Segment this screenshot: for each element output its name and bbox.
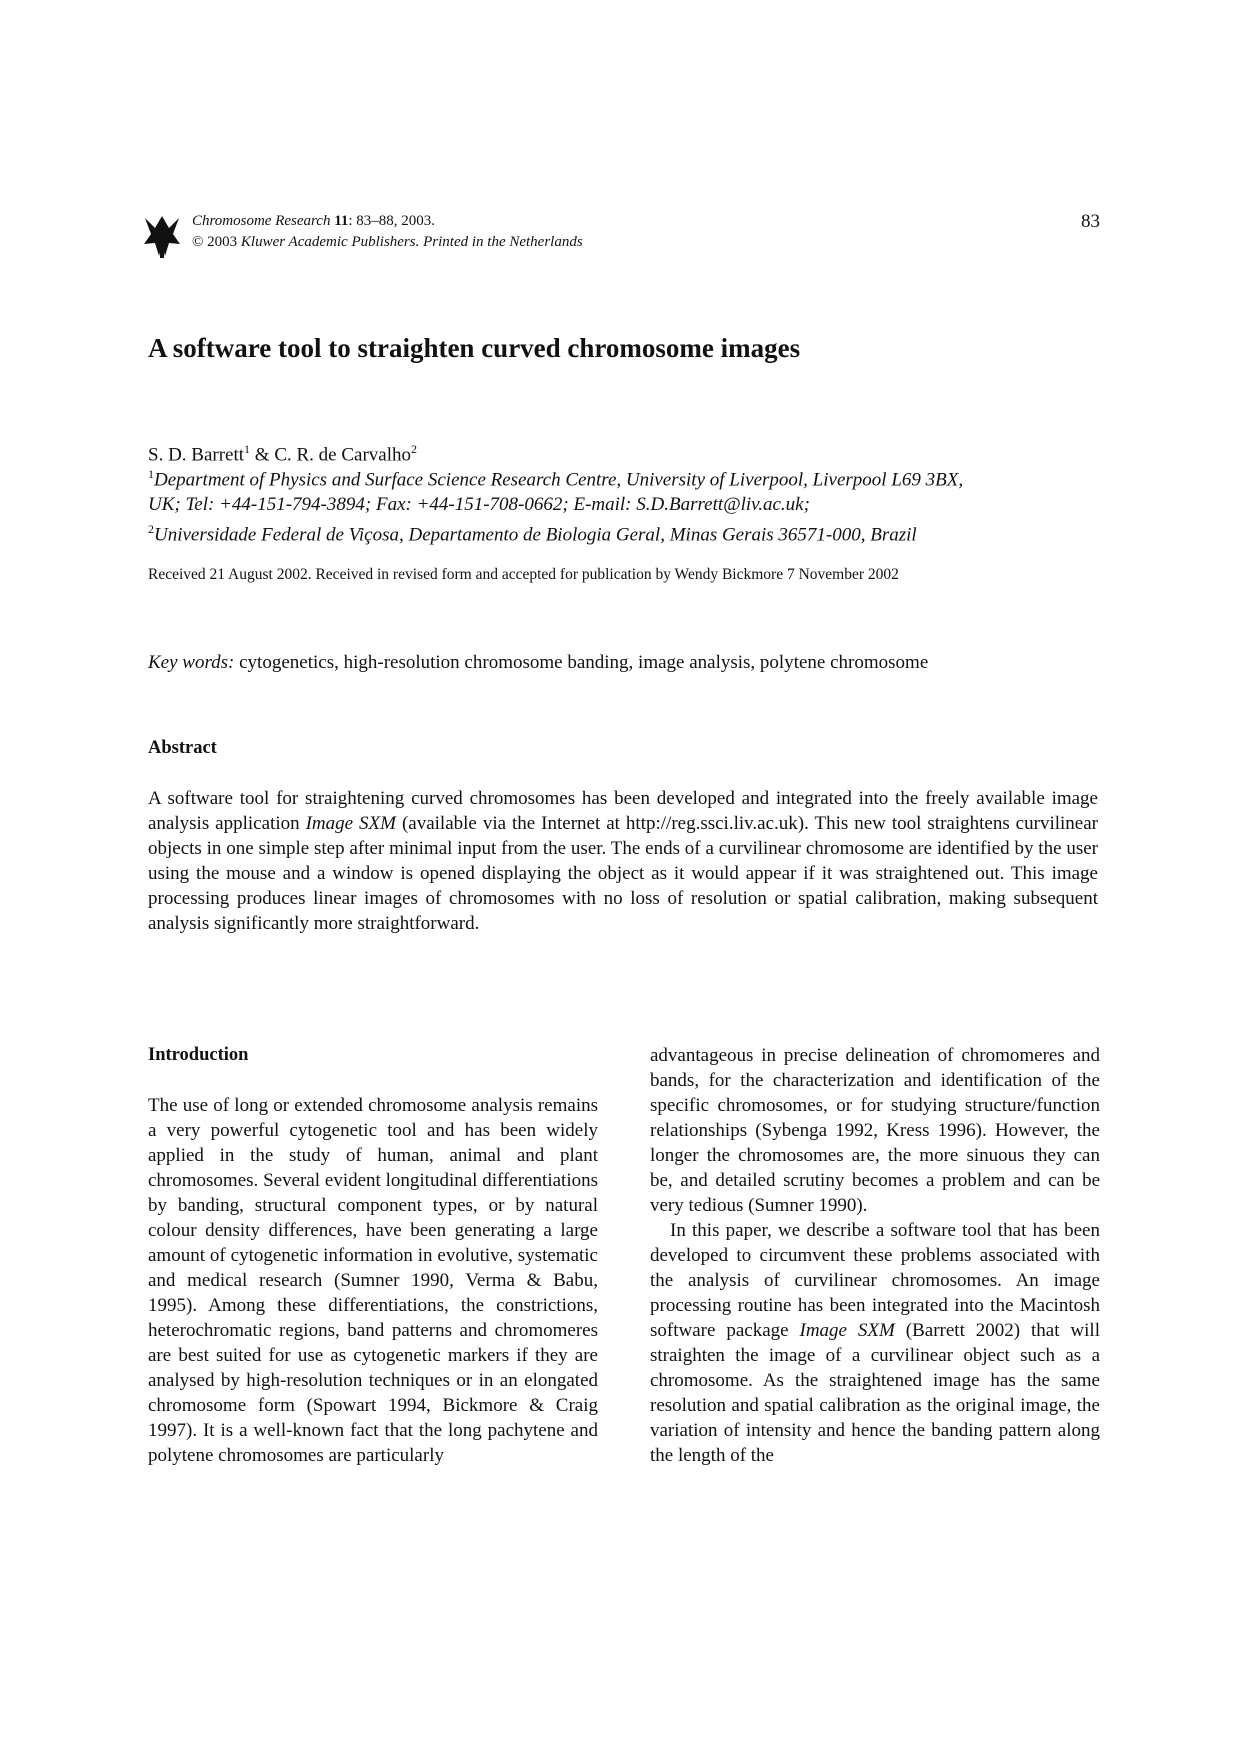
affiliation-text: Universidade Federal de Viçosa, Departamento de Biologia Geral, Minas Gerais 36571-000, Brazil <box>154 524 917 546</box>
received-dates: Received 21 August 2002. Received in revised form and accepted for publication by Wendy Bickmore 7 November 2002 <box>148 566 899 583</box>
keywords-label: Key words: <box>148 652 235 673</box>
page-number: 83 <box>1081 211 1100 232</box>
software-name: Image SXM <box>305 813 396 834</box>
body-paragraph: The use of long or extended chromosome analysis remains a very powerful cytogenetic tool and has been widely applied in the study of human, animal and plant chromosomes. Several evident longitudinal differentiations by banding, structural component types, or by natural colour density differences, have been generating a large amount of cytogenetic information in evolutive, systematic and medical research (Sumner 1990, Verma & Babu, 1995). Among these differentiations, the constrictions, heterochromatic regions, band patterns and chromomeres are best suited for use as cytogenetic markers if they are analysed by high-resolution techniques or in an elongated chromosome form (Spowart 1994, Bickmore & Craig 1997). It is a well-known fact that the long pachytene and polytene chromosomes are particularly <box>148 1095 598 1466</box>
author-name: C. R. de Carvalho <box>274 444 412 466</box>
author-affiliation-mark: 1 <box>244 442 251 456</box>
affiliation-text: Department of Physics and Surface Science Research Centre, University of Liverpool, Liverpool L69 3BX, <box>154 469 964 491</box>
author-separator: & <box>250 444 275 466</box>
affiliation-1 <box>148 462 1098 492</box>
body-paragraph <box>650 1218 1100 1468</box>
introduction-heading: Introduction <box>148 1045 249 1065</box>
affiliation-mark: 2 <box>148 522 154 537</box>
kluwer-logo-icon <box>143 214 181 258</box>
author-name: S. D. Barrett <box>148 444 245 466</box>
software-name: Image SXM <box>799 1320 895 1341</box>
body-text-part: In this paper, we describe a software tool that has been developed to circumvent these problems associated with the analysis of curvilinear chromosomes. An image processing routine has been integrated into the Macintosh software package <box>650 1220 1100 1341</box>
affiliation-2 <box>148 517 1098 547</box>
body-column-right <box>650 1043 1100 1468</box>
abstract-heading: Abstract <box>148 738 217 758</box>
abstract-text <box>148 786 1098 936</box>
article-title: A software tool to straighten curved chromosome images <box>148 333 801 363</box>
keywords <box>148 650 1098 675</box>
publisher-line: Kluwer Academic Publishers. Printed in the Netherlands <box>240 234 583 250</box>
keywords-text: cytogenetics, high-resolution chromosome banding, image analysis, polytene chromosome <box>234 652 929 673</box>
abstract-text-part: A software tool for straightening curved chromosomes has been developed and integrated into the freely available image analysis application <box>148 788 1098 834</box>
copyright-symbol: © <box>192 234 204 250</box>
journal-name: Chromosome Research <box>192 213 331 229</box>
journal-citation <box>192 211 583 253</box>
affiliation-1-contact: UK; Tel: +44-151-794-3894; Fax: +44-151-708-0662; E-mail: S.D.Barrett@liv.ac.uk; <box>148 494 810 516</box>
abstract-text-part: (available via the Internet at http://reg.ssci.liv.ac.uk). This new tool straightens curvilinear objects in one simple step after minimal input from the user. The ends of a curvilinear chromosome are identified by the user using the mouse and a window is opened displaying the object as it would appear if it was straightened out. This image processing produces linear images of chromosomes with no loss of resolution or spatial calibration, making subsequent analysis significantly more straightforward. <box>148 813 1098 934</box>
body-text-part: (Barrett 2002) that will straighten the image of a curvilinear object such as a chromosome. As the straightened image has the same resolution and spatial calibration as the original image, the variation of intensity and hence the banding pattern along the length of the <box>650 1320 1100 1466</box>
body-paragraph: advantageous in precise delineation of chromomeres and bands, for the characterization and identification of the specific chromosomes, or for studying structure/function relationships (Sybenga 1992, Kress 1996). However, the longer the chromosomes are, the more sinuous they can be, and detailed scrutiny becomes a problem and can be very tedious (Sumner 1990). <box>650 1045 1100 1216</box>
body-column-left <box>148 1093 598 1468</box>
journal-volume: 11 <box>334 213 349 229</box>
affiliations <box>148 462 1098 548</box>
journal-header <box>143 211 1100 261</box>
affiliation-mark: 1 <box>148 467 154 481</box>
author-affiliation-mark: 2 <box>411 442 418 456</box>
journal-pages-year: : 83–88, 2003. <box>348 213 436 229</box>
copyright-year: 2003 <box>203 234 241 250</box>
